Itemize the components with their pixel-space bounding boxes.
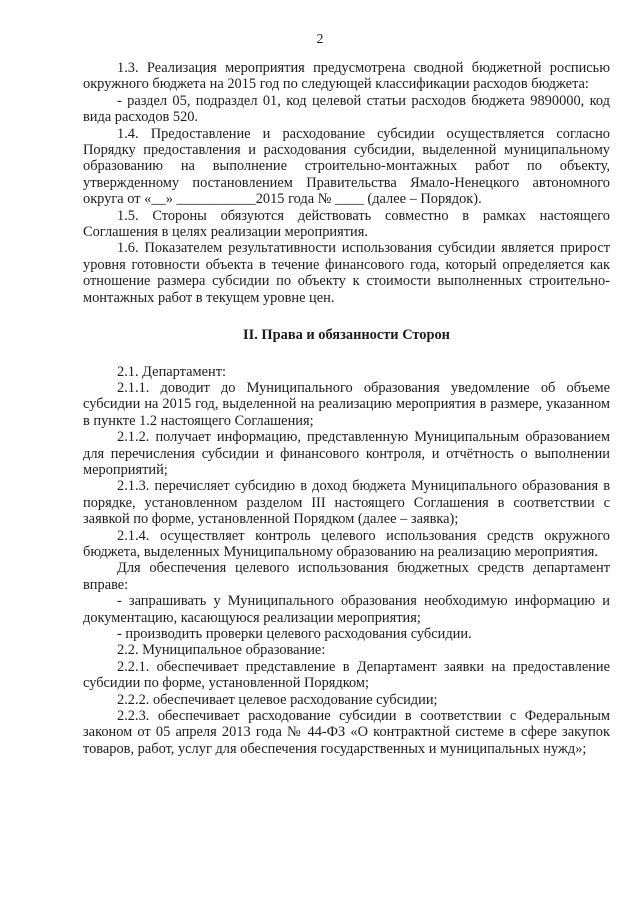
paragraph-2-1: 2.1. Департамент:: [117, 363, 226, 380]
paragraph-1-4: 1.4. Предоставление и расходование субсидии осуществляется согласно Порядку предоставления и расходования субсидии, выделенной муниципальному образованию на выполнение строительно-монтажных работ по объекту, утвержденному постановлением Правительства Ямало-Ненецкого автономного округа от «__» ___________2015 года № ____ (далее – Порядок).: [83, 125, 610, 208]
paragraph-budget-code: - раздел 05, подраздел 01, код целевой статьи расходов бюджета 9890000, код вида расходов 520.: [83, 92, 610, 126]
paragraph-2-1-2: 2.1.2. получает информацию, представленную Муниципальным образованием для перечисления субсидии и финансового контроля, и отчётность о выполнении мероприятий;: [83, 429, 610, 478]
section-heading: II. Права и обязанности Сторон: [243, 327, 450, 344]
paragraph-2-1-1: 2.1.1. доводит до Муниципального образования уведомление об объеме субсидии на 2015 год, выделенной на реализацию мероприятия в размере, указанном в пункте 1.2 настоящего Соглашения;: [83, 379, 610, 429]
paragraph-1-6: 1.6. Показателем результативности использования субсидии является прирост уровня готовности объекта в течение финансового года, который определяется как отношение размера субсидии по объекту к стоимости выполненных строительно-монтажных работ в текущем уровне цен.: [83, 240, 610, 306]
paragraph-2-1-4: 2.1.4. осуществляет контроль целевого использования средств окружного бюджета, выделенных Муниципальному образованию на реализацию мероприятия.: [83, 527, 610, 560]
paragraph-1-3: 1.3. Реализация мероприятия предусмотрена сводной бюджетной росписью окружного бюджета на 2015 год по следующей классификации расходов бюджета:: [83, 60, 610, 93]
paragraph-2-1-3: 2.1.3. перечисляет субсидию в доход бюджета Муниципального образования в порядке, установленном разделом III настоящего Соглашения в соответствии с заявкой по форме, установленной Порядком (далее – заявка);: [83, 478, 610, 528]
paragraph-2-2: 2.2. Муниципальное образование:: [117, 642, 326, 659]
document-body: [83, 60, 610, 757]
paragraph-2-2-1: 2.2.1. обеспечивает представление в Департамент заявки на предоставление субсидии по форме, установленной Порядком;: [83, 658, 610, 692]
paragraph-right-request: - запрашивать у Муниципального образования необходимую информацию и документацию, касающуюся реализации мероприятия;: [83, 593, 610, 626]
paragraph-2-2-2: 2.2.2. обеспечивает целевое расходование субсидии;: [117, 691, 438, 708]
paragraph-1-5: 1.5. Стороны обязуются действовать совместно в рамках настоящего Соглашения в целях реализации мероприятия.: [83, 207, 610, 241]
paragraph-rights-intro: Для обеспечения целевого использования бюджетных средств департамент вправе:: [83, 560, 610, 593]
paragraph-right-inspect: - производить проверки целевого расходования субсидии.: [117, 626, 472, 642]
page-number: 2: [316, 32, 324, 47]
paragraph-2-2-3: 2.2.3. обеспечивает расходование субсидии в соответствии с Федеральным законом от 05 апреля 2013 года № 44-ФЗ «О контрактной системе в сфере закупок товаров, работ, услуг для обеспечения государственных и муниципальных нужд»;: [83, 708, 610, 757]
